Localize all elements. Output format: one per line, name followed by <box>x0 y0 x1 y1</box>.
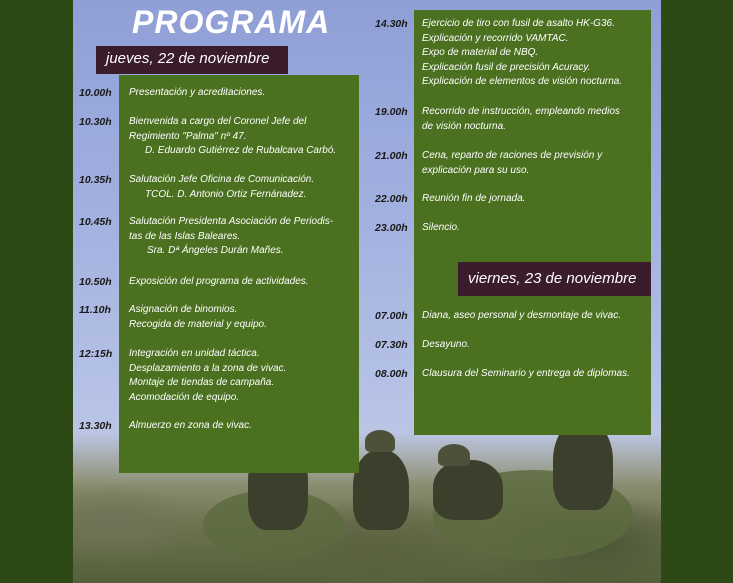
event-time: 21.00h <box>375 150 408 162</box>
event-line: Reunión fin de jornada. <box>422 193 526 204</box>
event-description <box>129 173 314 202</box>
event-description <box>129 347 286 405</box>
event-time: 10.35h <box>79 174 112 186</box>
event-line: Desplazamiento a la zona de vivac. <box>129 362 287 374</box>
event-line: Explicación de elementos de visión nocturna. <box>422 76 623 87</box>
event-line: Acomodación de equipo. <box>129 391 240 403</box>
event-line: Regimiento "Palma" nº 47. <box>129 130 247 142</box>
event-description <box>422 105 620 134</box>
event-line: Sra. Dª Ángeles Durán Mañes. <box>147 245 284 256</box>
day-heading-thursday: jueves, 22 de noviembre <box>96 46 288 74</box>
event-description <box>129 215 333 259</box>
event-line: explicación para su uso. <box>422 164 530 176</box>
event-time: 14.30h <box>375 18 408 30</box>
event-line: Salutación Presidenta Asociación de Periodis- <box>129 216 334 227</box>
event-description <box>422 192 525 207</box>
event-line: tas de las Islas Baleares. <box>129 230 241 242</box>
soldier-figure <box>353 450 409 530</box>
event-description <box>422 149 602 178</box>
event-time: 10.50h <box>79 276 112 288</box>
event-line: de visión nocturna. <box>422 120 506 132</box>
event-line: Cena, reparto de raciones de previsión y <box>422 150 603 161</box>
event-line: D. Eduardo Gutiérrez de Rubalcava Carbó. <box>145 145 337 156</box>
event-line: Exposición del programa de actividades. <box>129 276 309 287</box>
event-time: 19.00h <box>375 106 408 118</box>
helmet <box>438 444 470 466</box>
event-time: 07.00h <box>375 310 408 322</box>
event-time: 12:15h <box>79 348 113 360</box>
helmet <box>365 430 395 452</box>
event-line: Bienvenida a cargo del Coronel Jefe del <box>129 116 307 127</box>
event-line: TCOL. D. Antonio Ortiz Fernánadez. <box>145 188 307 200</box>
event-description <box>129 86 265 101</box>
event-line: Ejercicio de tiro con fusil de asalto HK-G36. <box>422 18 615 29</box>
event-line: Recorrido de instrucción, empleando medios <box>422 106 620 117</box>
event-description <box>129 275 309 290</box>
event-line: Clausura del Seminario y entrega de diplomas. <box>422 368 630 379</box>
event-description <box>129 419 252 434</box>
event-description <box>422 367 630 382</box>
event-line: Recogida de material y equipo. <box>129 318 267 330</box>
event-line: Salutación Jefe Oficina de Comunicación. <box>129 174 315 185</box>
event-line: Asignación de binomios. <box>129 304 238 315</box>
event-time: 11.10h <box>79 304 111 316</box>
day-heading-friday: viernes, 23 de noviembre <box>458 262 651 296</box>
event-time: 13.30h <box>79 420 112 432</box>
event-time: 10.30h <box>79 116 112 128</box>
event-line: Expo de material de NBQ. <box>422 47 539 58</box>
event-line: Almuerzo en zona de vivac. <box>129 420 252 431</box>
event-time: 07.30h <box>375 339 408 351</box>
page-title: PROGRAMA <box>132 4 331 40</box>
event-time: 23.00h <box>375 222 408 234</box>
event-line: Desayuno. <box>422 339 470 350</box>
event-description <box>129 115 336 159</box>
event-description <box>422 338 470 353</box>
event-description <box>422 221 460 236</box>
event-line: Montaje de tiendas de campaña. <box>129 377 275 388</box>
event-description <box>422 17 622 90</box>
event-line: Presentación y acreditaciones. <box>129 87 266 98</box>
event-line: Explicación y recorrido VAMTAC. <box>422 32 569 44</box>
event-line: Integración en unidad táctica. <box>129 348 260 359</box>
event-description <box>129 303 267 332</box>
event-time: 22.00h <box>375 193 408 205</box>
event-line: Silencio. <box>422 222 460 233</box>
soldier-figure <box>433 460 503 520</box>
event-line: Explicación fusil de precisión Acuracy. <box>422 61 591 73</box>
event-description <box>422 309 621 324</box>
event-time: 10.00h <box>79 87 112 99</box>
event-line: Diana, aseo personal y desmontaje de vivac. <box>422 310 622 321</box>
event-time: 10.45h <box>79 216 112 228</box>
event-time: 08.00h <box>375 368 408 380</box>
